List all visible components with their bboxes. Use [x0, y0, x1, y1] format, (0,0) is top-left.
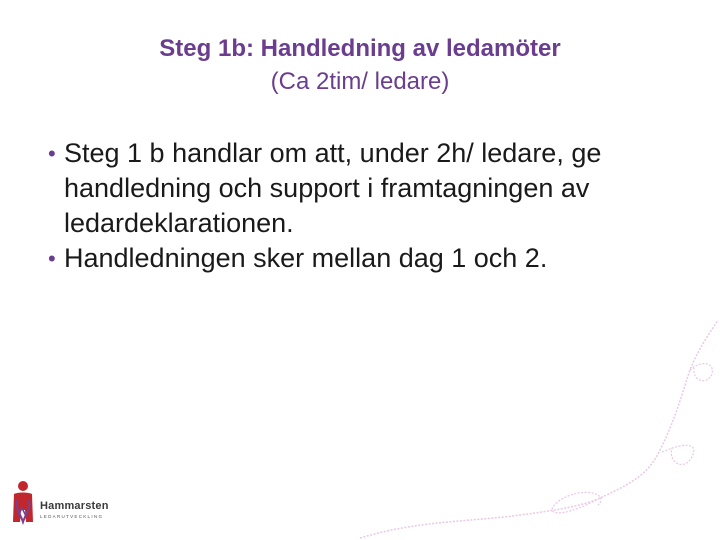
title-line-1: Steg 1b: Handledning av ledamöter — [159, 35, 561, 62]
bullet-dot-icon: • — [48, 141, 56, 166]
bullet-text-1: Steg 1 b handlar om att, under 2h/ ledare, ge handledning och support i framtagningen av ledardeklarationen. — [64, 138, 602, 238]
logo-brand-text: Hammarsten — [40, 500, 109, 512]
logo-figure-icon — [8, 478, 42, 528]
hammarsten-logo — [8, 478, 118, 530]
bullet-text-2: Handledningen sker mellan dag 1 och 2. — [64, 243, 548, 273]
bullet-dot-icon: • — [48, 246, 56, 271]
logo-tagline-text: LEDARUTVECKLING — [40, 514, 104, 519]
title-line-2: (Ca 2tim/ ledare) — [270, 68, 450, 95]
